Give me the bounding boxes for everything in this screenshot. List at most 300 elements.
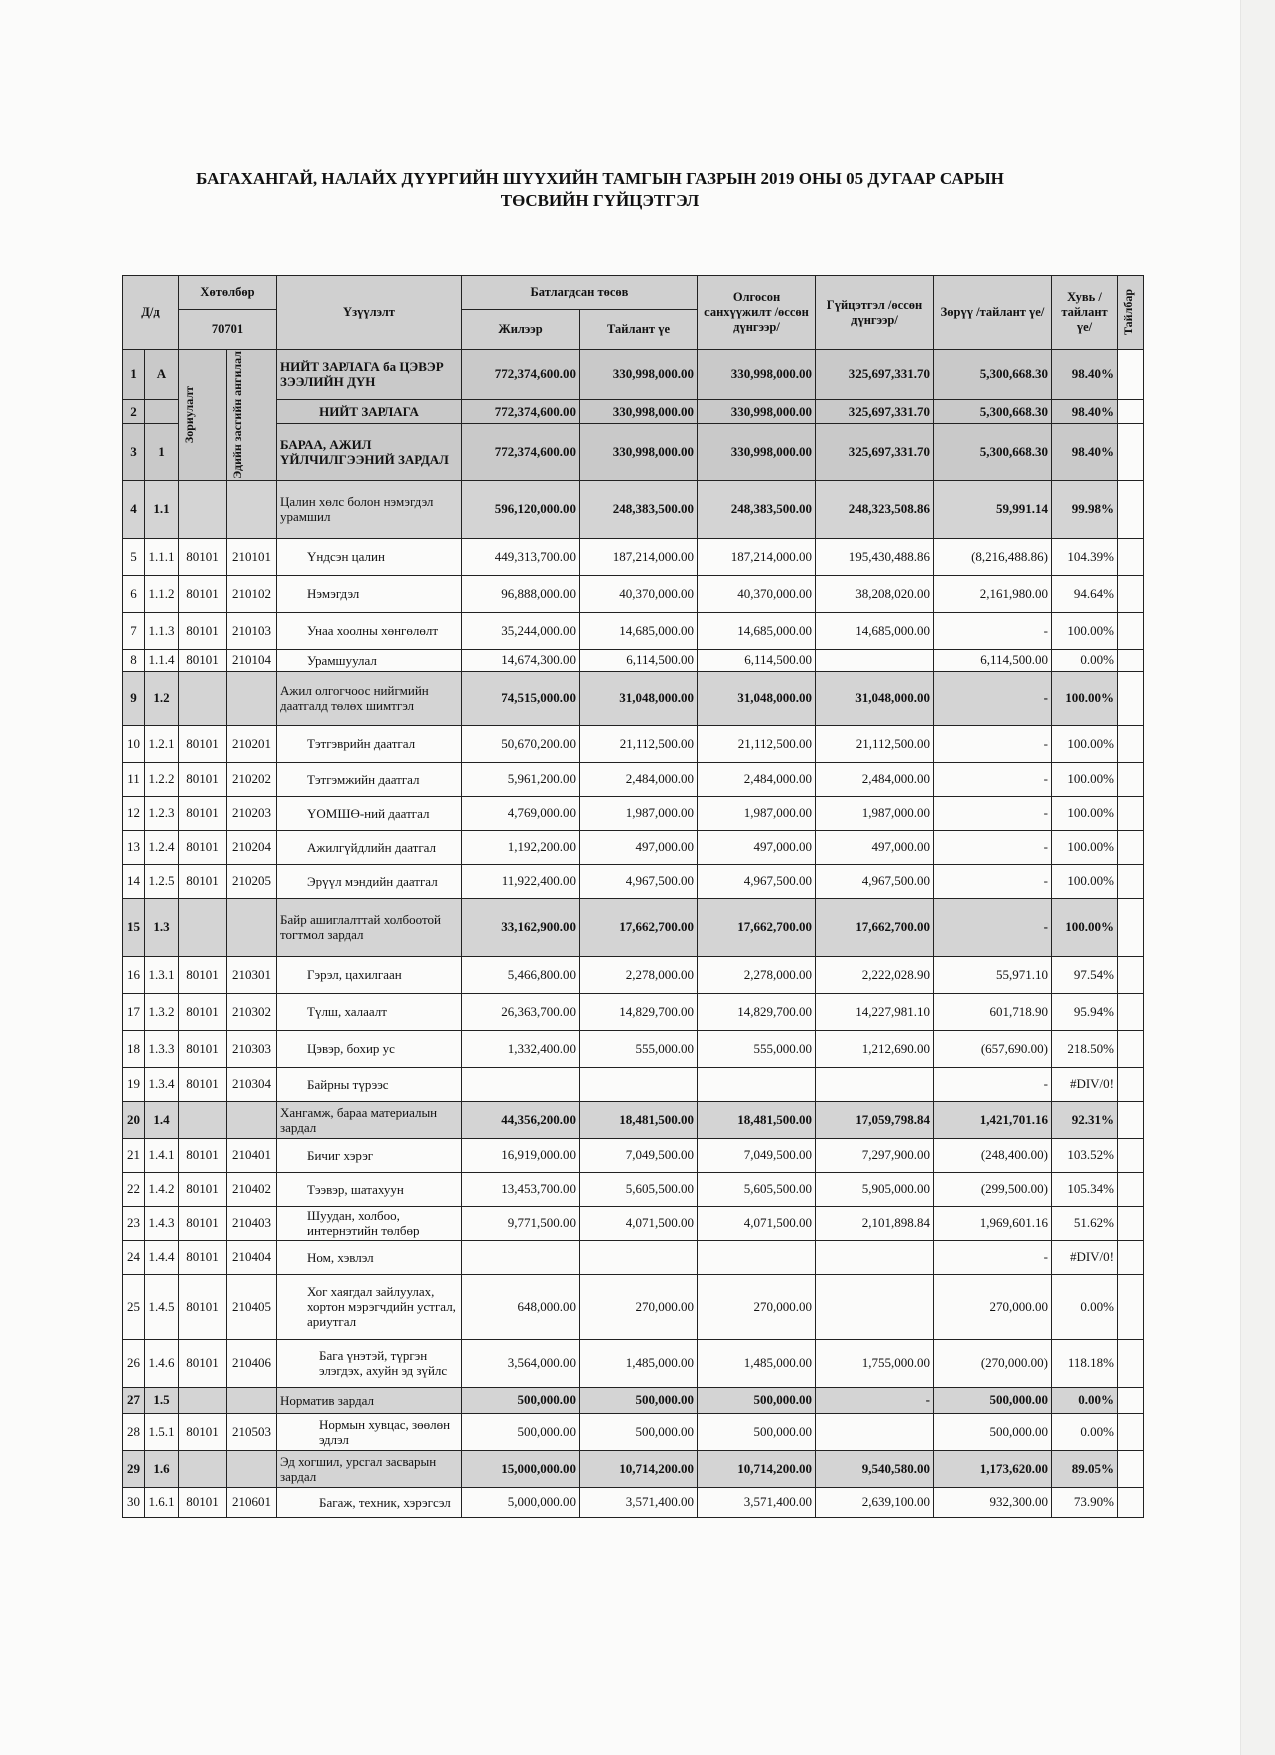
row-fin: 2,484,000.00 — [698, 762, 816, 796]
row-annual: 772,374,600.00 — [462, 350, 580, 400]
table-row — [123, 350, 1144, 400]
row-code: 1.1.2 — [145, 575, 179, 612]
table-row — [123, 1450, 1144, 1487]
row-econ-code — [227, 480, 277, 538]
row-period: 4,967,500.00 — [580, 864, 698, 898]
econ-class-cell — [227, 350, 277, 481]
row-exec: 248,323,508.86 — [816, 480, 934, 538]
row-exec: 1,755,000.00 — [816, 1339, 934, 1387]
table-row — [123, 1206, 1144, 1240]
row-exec: 31,048,000.00 — [816, 671, 934, 725]
row-exec — [816, 1240, 934, 1274]
row-diff: - — [934, 898, 1052, 956]
page-edge — [1240, 0, 1275, 1755]
row-annual: 74,515,000.00 — [462, 671, 580, 725]
row-note — [1118, 1387, 1144, 1413]
row-pct: 100.00% — [1052, 898, 1118, 956]
row-diff: (657,690.00) — [934, 1030, 1052, 1067]
row-econ-code: 210203 — [227, 796, 277, 830]
header-financing: Олгосон санхүүжилт /өссөн дүнгээр/ — [698, 276, 816, 350]
row-note — [1118, 350, 1144, 400]
row-pct: 218.50% — [1052, 1030, 1118, 1067]
row-annual: 449,313,700.00 — [462, 538, 580, 575]
row-indicator: Ажилгүйдлийн даатгал — [277, 830, 462, 864]
row-fin: 2,278,000.00 — [698, 956, 816, 993]
row-period: 497,000.00 — [580, 830, 698, 864]
table-row — [123, 480, 1144, 538]
row-note — [1118, 1067, 1144, 1101]
row-fin: 14,829,700.00 — [698, 993, 816, 1030]
row-indicator: Урамшуулал — [277, 649, 462, 671]
row-code: А — [145, 350, 179, 400]
row-period: 555,000.00 — [580, 1030, 698, 1067]
row-note — [1118, 1206, 1144, 1240]
row-exec: 325,697,331.70 — [816, 424, 934, 480]
table-row — [123, 612, 1144, 649]
row-number: 7 — [123, 612, 145, 649]
row-pct: 97.54% — [1052, 956, 1118, 993]
row-econ-code: 210301 — [227, 956, 277, 993]
row-diff: 1,969,601.16 — [934, 1206, 1052, 1240]
row-exec: 7,297,900.00 — [816, 1138, 934, 1172]
row-code: 1.4.2 — [145, 1172, 179, 1206]
row-purpose-code: 80101 — [179, 649, 227, 671]
table-row — [123, 1413, 1144, 1450]
row-econ-code: 210503 — [227, 1413, 277, 1450]
row-number: 20 — [123, 1101, 145, 1138]
table-body — [123, 350, 1144, 1518]
row-diff: (8,216,488.86) — [934, 538, 1052, 575]
row-fin: 500,000.00 — [698, 1387, 816, 1413]
table-row — [123, 1172, 1144, 1206]
header-program-code: 70701 — [179, 310, 277, 350]
row-exec: 325,697,331.70 — [816, 350, 934, 400]
row-econ-code: 210204 — [227, 830, 277, 864]
row-note — [1118, 1413, 1144, 1450]
row-exec: 325,697,331.70 — [816, 399, 934, 424]
row-purpose-code — [179, 1101, 227, 1138]
row-indicator: Хог хаягдал зайлуулах, хортон мэрэгчдийн устгал, ариутгал — [277, 1274, 462, 1339]
row-number: 23 — [123, 1206, 145, 1240]
row-number: 28 — [123, 1413, 145, 1450]
row-annual: 35,244,000.00 — [462, 612, 580, 649]
row-fin: 1,987,000.00 — [698, 796, 816, 830]
row-diff: - — [934, 762, 1052, 796]
row-code: 1.2.5 — [145, 864, 179, 898]
table-row — [123, 1101, 1144, 1138]
row-fin: 31,048,000.00 — [698, 671, 816, 725]
table-row — [123, 1240, 1144, 1274]
row-exec — [816, 1067, 934, 1101]
row-diff: 59,991.14 — [934, 480, 1052, 538]
row-exec: 195,430,488.86 — [816, 538, 934, 575]
row-period: 31,048,000.00 — [580, 671, 698, 725]
row-indicator: Эд хогшил, урсгал засварын зардал — [277, 1450, 462, 1487]
row-number: 11 — [123, 762, 145, 796]
table-row — [123, 1387, 1144, 1413]
row-diff: - — [934, 830, 1052, 864]
row-diff: 5,300,668.30 — [934, 399, 1052, 424]
row-econ-code — [227, 1387, 277, 1413]
row-econ-code: 210101 — [227, 538, 277, 575]
row-fin: 18,481,500.00 — [698, 1101, 816, 1138]
row-indicator: Тэтгэмжийн даатгал — [277, 762, 462, 796]
row-pct: 103.52% — [1052, 1138, 1118, 1172]
row-code: 1.2.4 — [145, 830, 179, 864]
row-diff: 1,421,701.16 — [934, 1101, 1052, 1138]
row-pct: 0.00% — [1052, 1274, 1118, 1339]
row-code: 1.3.2 — [145, 993, 179, 1030]
row-diff: 1,173,620.00 — [934, 1450, 1052, 1487]
row-annual — [462, 1067, 580, 1101]
header-note — [1118, 276, 1144, 350]
row-note — [1118, 1101, 1144, 1138]
row-fin: 3,571,400.00 — [698, 1487, 816, 1517]
row-exec: 9,540,580.00 — [816, 1450, 934, 1487]
row-period: 1,987,000.00 — [580, 796, 698, 830]
row-exec: 21,112,500.00 — [816, 725, 934, 762]
row-purpose-code: 80101 — [179, 612, 227, 649]
row-code: 1.2.1 — [145, 725, 179, 762]
header-indicator: Үзүүлэлт — [277, 276, 462, 350]
row-purpose-code: 80101 — [179, 725, 227, 762]
row-fin — [698, 1067, 816, 1101]
row-code: 1.1.1 — [145, 538, 179, 575]
row-period: 10,714,200.00 — [580, 1450, 698, 1487]
row-annual: 11,922,400.00 — [462, 864, 580, 898]
table-row — [123, 898, 1144, 956]
row-note — [1118, 993, 1144, 1030]
row-fin: 10,714,200.00 — [698, 1450, 816, 1487]
econ-class-label: Эдийн засгийн ангилал — [230, 351, 244, 479]
row-period — [580, 1067, 698, 1101]
row-econ-code: 210303 — [227, 1030, 277, 1067]
row-code: 1.4.3 — [145, 1206, 179, 1240]
row-annual: 3,564,000.00 — [462, 1339, 580, 1387]
row-period: 7,049,500.00 — [580, 1138, 698, 1172]
row-pct: 100.00% — [1052, 671, 1118, 725]
row-note — [1118, 671, 1144, 725]
row-fin: 330,998,000.00 — [698, 350, 816, 400]
row-code: 1.3.1 — [145, 956, 179, 993]
row-diff: 55,971.10 — [934, 956, 1052, 993]
row-note — [1118, 575, 1144, 612]
row-fin: 4,071,500.00 — [698, 1206, 816, 1240]
row-purpose-code: 80101 — [179, 1240, 227, 1274]
row-indicator: Нормын хувцас, зөөлөн эдлэл — [277, 1413, 462, 1450]
row-number: 27 — [123, 1387, 145, 1413]
row-note — [1118, 725, 1144, 762]
row-exec: 4,967,500.00 — [816, 864, 934, 898]
row-period: 21,112,500.00 — [580, 725, 698, 762]
row-diff: 2,161,980.00 — [934, 575, 1052, 612]
row-indicator: Шуудан, холбоо, интернэтийн төлбөр — [277, 1206, 462, 1240]
row-fin: 4,967,500.00 — [698, 864, 816, 898]
table-row — [123, 830, 1144, 864]
row-purpose-code: 80101 — [179, 1067, 227, 1101]
row-exec: 14,685,000.00 — [816, 612, 934, 649]
row-pct: #DIV/0! — [1052, 1240, 1118, 1274]
row-econ-code: 210406 — [227, 1339, 277, 1387]
row-number: 9 — [123, 671, 145, 725]
document-title — [130, 168, 1070, 212]
row-annual: 648,000.00 — [462, 1274, 580, 1339]
row-exec — [816, 1413, 934, 1450]
row-pct: 92.31% — [1052, 1101, 1118, 1138]
table-row — [123, 1138, 1144, 1172]
row-pct: 0.00% — [1052, 649, 1118, 671]
row-fin: 187,214,000.00 — [698, 538, 816, 575]
table-row — [123, 1487, 1144, 1517]
row-period: 248,383,500.00 — [580, 480, 698, 538]
row-indicator: Багаж, техник, хэрэгсэл — [277, 1487, 462, 1517]
row-diff: - — [934, 725, 1052, 762]
row-number: 3 — [123, 424, 145, 480]
row-annual: 5,466,800.00 — [462, 956, 580, 993]
row-period: 330,998,000.00 — [580, 350, 698, 400]
row-number: 14 — [123, 864, 145, 898]
row-number: 21 — [123, 1138, 145, 1172]
row-diff: (299,500.00) — [934, 1172, 1052, 1206]
row-note — [1118, 830, 1144, 864]
table-row — [123, 399, 1144, 424]
row-diff: 500,000.00 — [934, 1413, 1052, 1450]
row-pct: 0.00% — [1052, 1387, 1118, 1413]
header-percent: Хувь /тайлант үе/ — [1052, 276, 1118, 350]
row-pct: 100.00% — [1052, 796, 1118, 830]
row-pct: 118.18% — [1052, 1339, 1118, 1387]
row-period: 330,998,000.00 — [580, 399, 698, 424]
header-program: Хөтөлбөр — [179, 276, 277, 310]
row-diff: (270,000.00) — [934, 1339, 1052, 1387]
table-row — [123, 1067, 1144, 1101]
row-code: 1.2.3 — [145, 796, 179, 830]
row-indicator: Тэтгэврийн даатгал — [277, 725, 462, 762]
row-period: 5,605,500.00 — [580, 1172, 698, 1206]
row-exec — [816, 649, 934, 671]
row-purpose-code: 80101 — [179, 1206, 227, 1240]
row-number: 12 — [123, 796, 145, 830]
row-note — [1118, 649, 1144, 671]
row-pct: 73.90% — [1052, 1487, 1118, 1517]
table-row — [123, 725, 1144, 762]
row-code: 1.3.3 — [145, 1030, 179, 1067]
row-diff: - — [934, 796, 1052, 830]
row-indicator: ҮОМШӨ-ний даатгал — [277, 796, 462, 830]
row-indicator: Байр ашиглалттай холбоотой тогтмол зардал — [277, 898, 462, 956]
row-note — [1118, 1339, 1144, 1387]
row-purpose-code: 80101 — [179, 538, 227, 575]
row-annual: 500,000.00 — [462, 1387, 580, 1413]
row-number: 1 — [123, 350, 145, 400]
row-fin: 14,685,000.00 — [698, 612, 816, 649]
table-row — [123, 649, 1144, 671]
row-number: 22 — [123, 1172, 145, 1206]
row-econ-code: 210201 — [227, 725, 277, 762]
row-code: 1.6.1 — [145, 1487, 179, 1517]
row-econ-code — [227, 1450, 277, 1487]
row-note — [1118, 480, 1144, 538]
row-code: 1.2.2 — [145, 762, 179, 796]
row-period: 330,998,000.00 — [580, 424, 698, 480]
row-econ-code: 210601 — [227, 1487, 277, 1517]
row-code: 1.3 — [145, 898, 179, 956]
header-execution: Гүйцэтгэл /өссөн дүнгээр/ — [816, 276, 934, 350]
row-econ-code: 210403 — [227, 1206, 277, 1240]
row-purpose-code — [179, 671, 227, 725]
row-exec: 2,101,898.84 — [816, 1206, 934, 1240]
row-pct: 100.00% — [1052, 864, 1118, 898]
row-fin: 330,998,000.00 — [698, 399, 816, 424]
row-fin — [698, 1240, 816, 1274]
row-diff: 932,300.00 — [934, 1487, 1052, 1517]
row-indicator: НИЙТ ЗАРЛАГА ба ЦЭВЭР ЗЭЭЛИЙН ДҮН — [277, 350, 462, 400]
table-header — [123, 276, 1144, 350]
row-period: 14,829,700.00 — [580, 993, 698, 1030]
table-row — [123, 1339, 1144, 1387]
row-diff: - — [934, 864, 1052, 898]
row-indicator: Хангамж, бараа материалын зардал — [277, 1101, 462, 1138]
row-purpose-code — [179, 1450, 227, 1487]
row-exec: 1,987,000.00 — [816, 796, 934, 830]
row-pct: 104.39% — [1052, 538, 1118, 575]
row-code: 1.4 — [145, 1101, 179, 1138]
row-number: 16 — [123, 956, 145, 993]
row-number: 8 — [123, 649, 145, 671]
row-fin: 21,112,500.00 — [698, 725, 816, 762]
row-number: 26 — [123, 1339, 145, 1387]
row-period: 3,571,400.00 — [580, 1487, 698, 1517]
row-exec: 2,484,000.00 — [816, 762, 934, 796]
row-diff: 601,718.90 — [934, 993, 1052, 1030]
row-diff: - — [934, 1240, 1052, 1274]
row-note — [1118, 399, 1144, 424]
row-period: 4,071,500.00 — [580, 1206, 698, 1240]
row-pct: 89.05% — [1052, 1450, 1118, 1487]
table-row — [123, 1030, 1144, 1067]
row-purpose-code — [179, 480, 227, 538]
row-exec: 497,000.00 — [816, 830, 934, 864]
row-period: 40,370,000.00 — [580, 575, 698, 612]
row-exec: 17,059,798.84 — [816, 1101, 934, 1138]
row-indicator: Цэвэр, бохир ус — [277, 1030, 462, 1067]
row-number: 17 — [123, 993, 145, 1030]
row-diff: - — [934, 671, 1052, 725]
row-fin: 270,000.00 — [698, 1274, 816, 1339]
row-annual: 33,162,900.00 — [462, 898, 580, 956]
row-annual: 13,453,700.00 — [462, 1172, 580, 1206]
row-econ-code — [227, 671, 277, 725]
row-diff: 5,300,668.30 — [934, 350, 1052, 400]
row-exec: 2,222,028.90 — [816, 956, 934, 993]
row-annual — [462, 1240, 580, 1274]
header-dd: Д/д — [123, 276, 179, 350]
table-row — [123, 796, 1144, 830]
row-period: 500,000.00 — [580, 1413, 698, 1450]
row-indicator: Бичиг хэрэг — [277, 1138, 462, 1172]
row-fin: 555,000.00 — [698, 1030, 816, 1067]
row-note — [1118, 898, 1144, 956]
row-econ-code: 210302 — [227, 993, 277, 1030]
row-indicator: Ажил олгогчоос нийгмийн даатгалд төлөх шимтгэл — [277, 671, 462, 725]
row-fin: 5,605,500.00 — [698, 1172, 816, 1206]
row-econ-code: 210102 — [227, 575, 277, 612]
row-pct: 100.00% — [1052, 725, 1118, 762]
row-indicator: Түлш, халаалт — [277, 993, 462, 1030]
row-indicator: Нэмэгдэл — [277, 575, 462, 612]
row-econ-code: 210404 — [227, 1240, 277, 1274]
row-note — [1118, 1030, 1144, 1067]
row-period: 18,481,500.00 — [580, 1101, 698, 1138]
row-annual: 96,888,000.00 — [462, 575, 580, 612]
row-indicator: Байрны түрээс — [277, 1067, 462, 1101]
row-note — [1118, 612, 1144, 649]
row-purpose-code: 80101 — [179, 575, 227, 612]
row-purpose-code — [179, 1387, 227, 1413]
title-line-2: ТӨСВИЙН ГҮЙЦЭТГЭЛ — [500, 191, 700, 210]
row-number: 19 — [123, 1067, 145, 1101]
row-annual: 44,356,200.00 — [462, 1101, 580, 1138]
row-number: 10 — [123, 725, 145, 762]
row-pct: 105.34% — [1052, 1172, 1118, 1206]
row-fin: 7,049,500.00 — [698, 1138, 816, 1172]
row-econ-code: 210103 — [227, 612, 277, 649]
table-row — [123, 538, 1144, 575]
purpose-label: Зориулалт — [182, 386, 196, 444]
row-econ-code: 210405 — [227, 1274, 277, 1339]
budget-table — [122, 275, 1144, 1518]
row-pct: 100.00% — [1052, 762, 1118, 796]
row-number: 30 — [123, 1487, 145, 1517]
row-note — [1118, 864, 1144, 898]
header-annual: Жилээр — [462, 310, 580, 350]
row-fin: 40,370,000.00 — [698, 575, 816, 612]
row-code: 1.5 — [145, 1387, 179, 1413]
row-note — [1118, 424, 1144, 480]
row-fin: 6,114,500.00 — [698, 649, 816, 671]
row-diff: (248,400.00) — [934, 1138, 1052, 1172]
row-exec — [816, 1274, 934, 1339]
row-indicator: Унаа хоолны хөнгөлөлт — [277, 612, 462, 649]
row-exec: 2,639,100.00 — [816, 1487, 934, 1517]
row-pct: 99.98% — [1052, 480, 1118, 538]
row-annual: 26,363,700.00 — [462, 993, 580, 1030]
row-number: 2 — [123, 399, 145, 424]
row-annual: 5,961,200.00 — [462, 762, 580, 796]
row-econ-code: 210205 — [227, 864, 277, 898]
row-exec: 38,208,020.00 — [816, 575, 934, 612]
row-period: 2,484,000.00 — [580, 762, 698, 796]
row-econ-code: 210401 — [227, 1138, 277, 1172]
row-purpose-code: 80101 — [179, 1339, 227, 1387]
table-row — [123, 424, 1144, 480]
row-number: 24 — [123, 1240, 145, 1274]
row-number: 6 — [123, 575, 145, 612]
table-row — [123, 671, 1144, 725]
row-pct: 0.00% — [1052, 1413, 1118, 1450]
row-econ-code — [227, 898, 277, 956]
row-note — [1118, 1274, 1144, 1339]
row-econ-code: 210304 — [227, 1067, 277, 1101]
row-pct: 98.40% — [1052, 424, 1118, 480]
row-annual: 14,674,300.00 — [462, 649, 580, 671]
row-econ-code: 210104 — [227, 649, 277, 671]
row-annual: 500,000.00 — [462, 1413, 580, 1450]
row-annual: 5,000,000.00 — [462, 1487, 580, 1517]
row-code: 1.1 — [145, 480, 179, 538]
row-diff: 270,000.00 — [934, 1274, 1052, 1339]
row-code: 1.4.5 — [145, 1274, 179, 1339]
